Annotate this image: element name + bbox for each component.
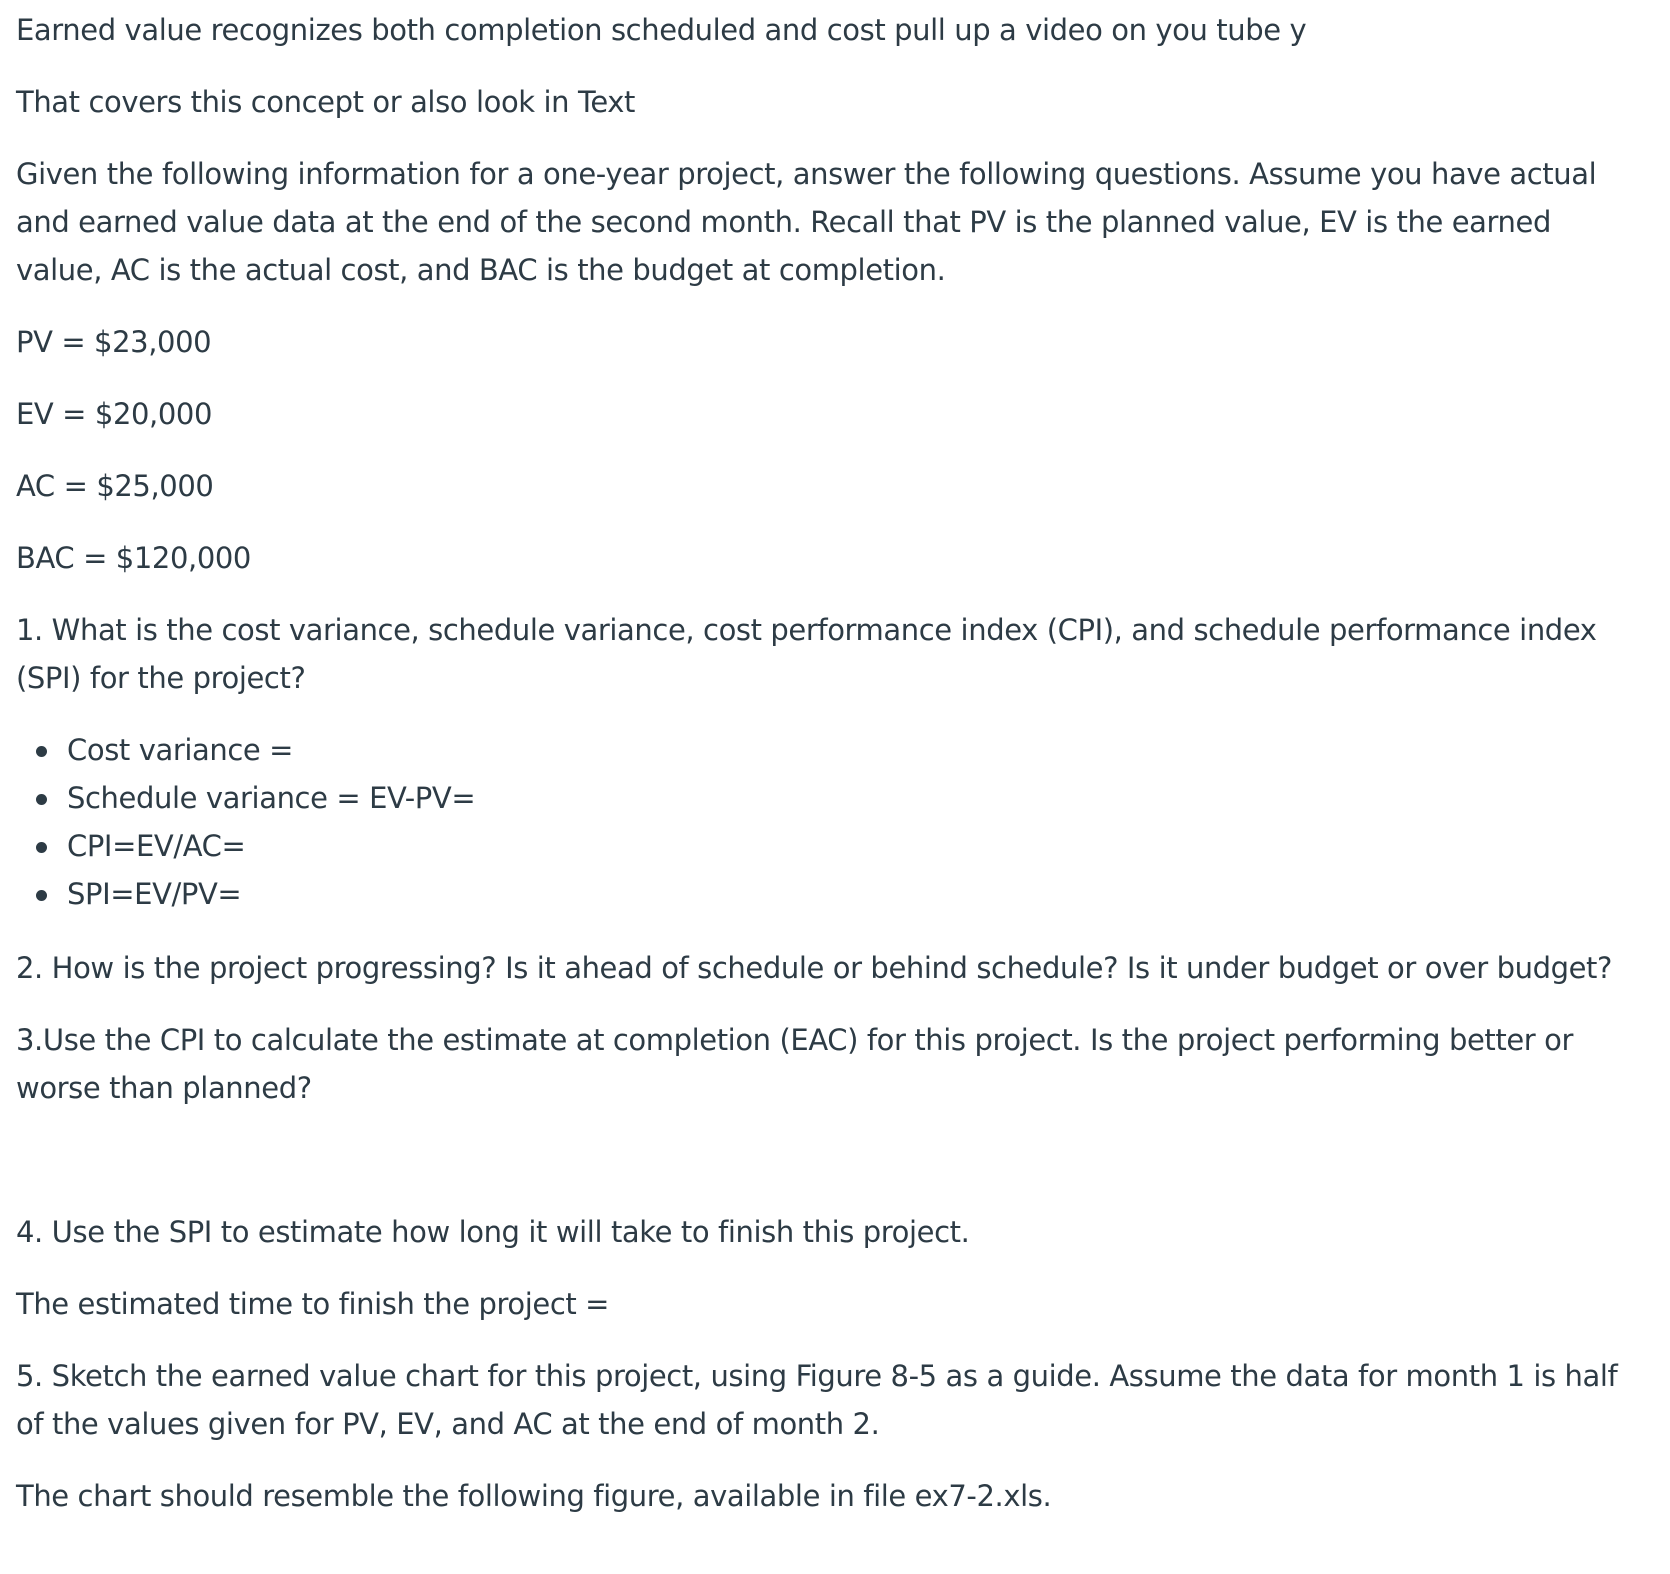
- value-bac: BAC = $120,000: [16, 541, 251, 575]
- question-1-line-1: 1. What is the cost variance, schedule variance, cost performance index (CPI), and schedule performance index: [16, 613, 1597, 647]
- list-item-spi: SPI=EV/PV=: [16, 870, 475, 918]
- bullet-icon: [36, 794, 47, 805]
- question-2: 2. How is the project progressing? Is it ahead of schedule or behind schedule? Is it under budget or over budget?: [16, 951, 1612, 985]
- intro-line-1: Earned value recognizes both completion scheduled and cost pull up a video on you tube y: [16, 13, 1307, 47]
- list-item-schedule-variance: Schedule variance = EV-PV=: [16, 774, 475, 822]
- list-item-cpi: CPI=EV/AC=: [16, 822, 475, 870]
- question-1: [16, 606, 1597, 702]
- value-pv: PV = $23,000: [16, 325, 212, 359]
- value-ev: EV = $20,000: [16, 397, 213, 431]
- value-ac: AC = $25,000: [16, 469, 214, 503]
- question-5-line-1: 5. Sketch the earned value chart for this project, using Figure 8-5 as a guide. Assume the data for month 1 is half: [16, 1359, 1618, 1393]
- list-item-cost-variance: Cost variance =: [16, 726, 475, 774]
- question-5: [16, 1352, 1617, 1448]
- problem-line-2: and earned value data at the end of the second month. Recall that PV is the planned value, EV is the earned: [16, 205, 1551, 239]
- problem-statement: [16, 150, 1596, 294]
- question-3-line-1: 3.Use the CPI to calculate the estimate at completion (EAC) for this project. Is the project performing better or: [16, 1023, 1573, 1057]
- question-1-line-2: (SPI) for the project?: [16, 661, 306, 695]
- question-5-line-2: of the values given for PV, EV, and AC at the end of month 2.: [16, 1407, 880, 1441]
- question-3-line-2: worse than planned?: [16, 1071, 312, 1105]
- bullet-icon: [36, 890, 47, 901]
- problem-line-1: Given the following information for a one-year project, answer the following questions. Assume you have actual: [16, 157, 1597, 191]
- intro-line-2: That covers this concept or also look in Text: [16, 85, 636, 119]
- problem-line-3: value, AC is the actual cost, and BAC is the budget at completion.: [16, 253, 946, 287]
- bullet-icon: [36, 842, 47, 853]
- question-4-answer: The estimated time to finish the project =: [16, 1287, 610, 1321]
- question-4: 4. Use the SPI to estimate how long it will take to finish this project.: [16, 1215, 970, 1249]
- question-5-note: The chart should resemble the following figure, available in file ex7-2.xls.: [16, 1479, 1052, 1513]
- question-3: [16, 1016, 1573, 1112]
- question-1-list: [16, 726, 475, 918]
- bullet-icon: [36, 746, 47, 757]
